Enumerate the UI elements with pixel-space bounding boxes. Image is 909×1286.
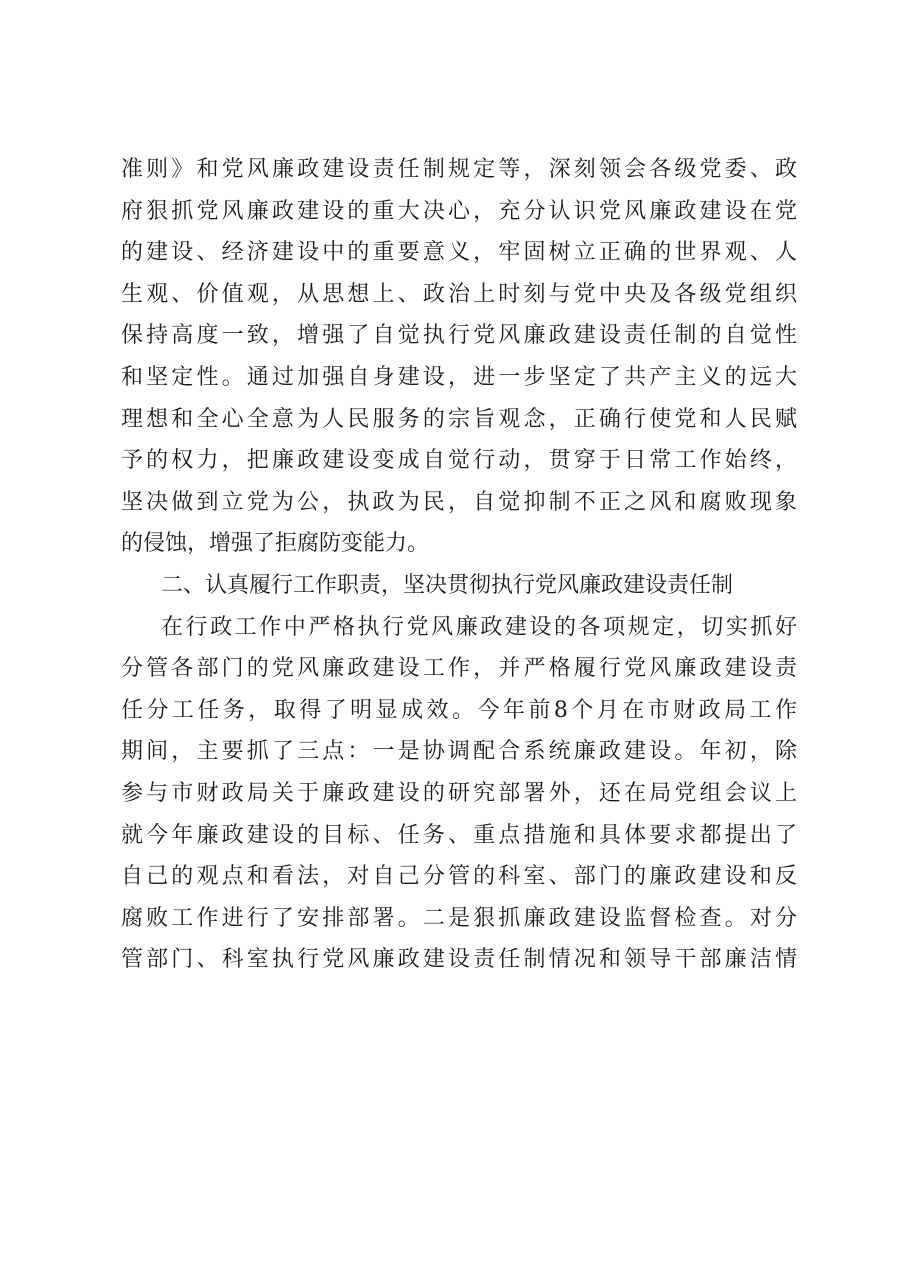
text-line: 的建设、经济建设中的重要意义，牢固树立正确的世界观、人 [121, 240, 797, 266]
text-line: 准则》和党风廉政建设责任制规定等，深刻领会各级党委、政 [121, 157, 797, 182]
text-line: 管部门、科室执行党风廉政建设责任制情况和领导干部廉洁情 [121, 947, 797, 973]
text-line: 的侵蚀，增强了拒腐防变能力。 [121, 531, 430, 557]
text-line: 参与市财政局关于廉政建设的研究部署外，还在局党组会议上 [121, 780, 797, 806]
text-line: 分管各部门的党风廉政建设工作，并严格履行党风廉政建设责 [121, 656, 797, 682]
text-line: 就今年廉政建设的目标、任务、重点措施和具体要求都提出了 [121, 822, 797, 848]
document-body [121, 149, 797, 981]
text-line: 坚决做到立党为公，执政为民，自觉抑制不正之风和腐败现象 [121, 489, 797, 515]
text-line: 腐败工作进行了安排部署。二是狠抓廉政建设监督检查。对分 [121, 905, 797, 931]
text-line: 保持高度一致，增强了自觉执行党风廉政建设责任制的自觉性 [121, 323, 797, 349]
text-line: 府狠抓党风廉政建设的重大决心，充分认识党风廉政建设在党 [121, 198, 797, 224]
text-line: 自己的观点和看法，对自己分管的科室、部门的廉政建设和反 [121, 864, 797, 890]
text-line: 理想和全心全意为人民服务的宗旨观念，正确行使党和人民赋 [121, 406, 797, 432]
text-line: 和坚定性。通过加强自身建设，进一步坚定了共产主义的远大 [121, 364, 797, 390]
text-line: 期间，主要抓了三点：一是协调配合系统廉政建设。年初，除 [121, 739, 797, 765]
text-line: 予的权力，把廉政建设变成自觉行动，贯穿于日常工作始终， [121, 448, 797, 474]
section-heading: 二、认真履行工作职责，坚决贯彻执行党风廉政建设责任制 [161, 572, 734, 598]
paragraph-2 [121, 607, 797, 981]
text-line: 生观、价值观，从思想上、政治上时刻与党中央及各级党组织 [121, 281, 797, 307]
text-line: 在行政工作中严格执行党风廉政建设的各项规定，切实抓好 [161, 614, 797, 640]
paragraph-1 [121, 149, 797, 565]
text-line: 任分工任务，取得了明显成效。今年前8个月在市财政局工作 [121, 697, 797, 723]
